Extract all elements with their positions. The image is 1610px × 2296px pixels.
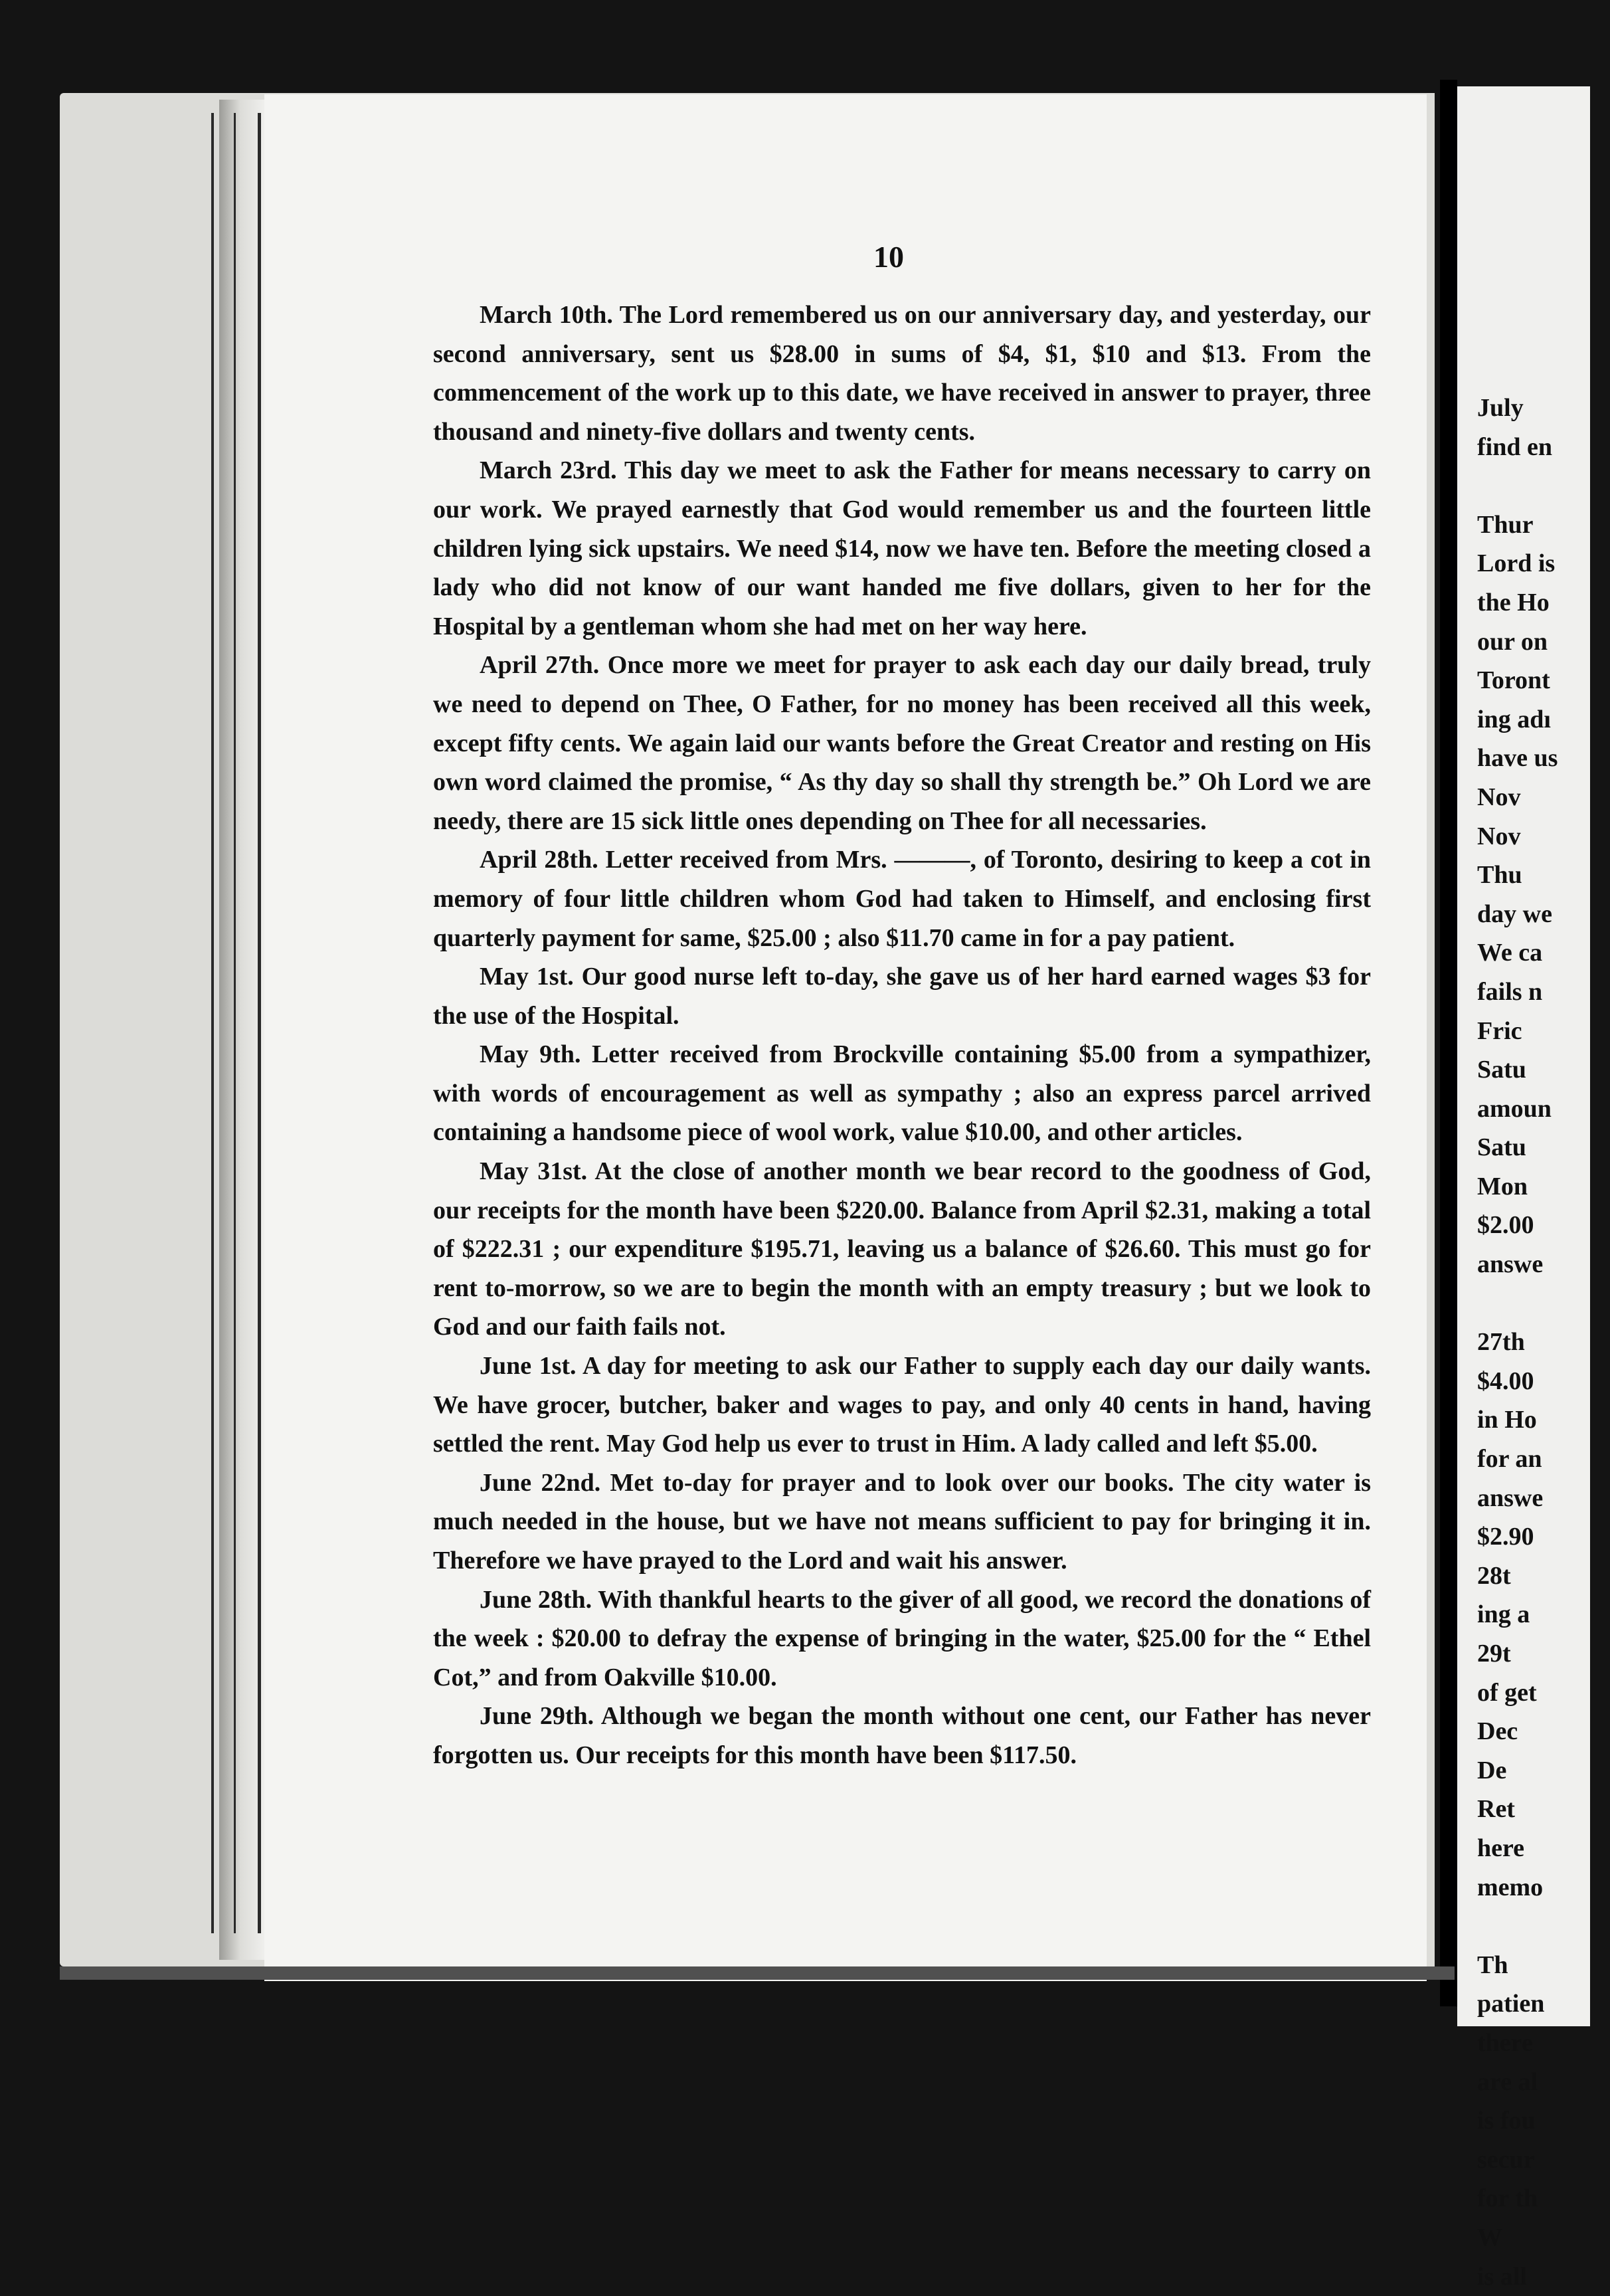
facing-page-line: of get bbox=[1477, 1674, 1610, 1713]
facing-page-line: ing adı bbox=[1477, 700, 1610, 739]
facing-page-line: ing a bbox=[1477, 1595, 1610, 1634]
entry-text: Letter received from Brockville containing $5.00 from a sympathizer, with words of encouragement as well as sympathy ; also an express parcel arrived containing a handsome piece of wool work, value $10.00, and other articles. bbox=[433, 1040, 1371, 1146]
page-number: 10 bbox=[873, 239, 904, 274]
gutter-line bbox=[211, 113, 214, 1933]
bottom-shadow bbox=[60, 1966, 1455, 1980]
entry-text: Our good nurse left to-day, she gave us of her hard earned wages $3 for the use of the Hospital. bbox=[433, 963, 1371, 1030]
entry-date: June 22nd. bbox=[480, 1469, 600, 1497]
facing-page-line: in Ho bbox=[1477, 1400, 1610, 1440]
facing-page-line: 27th bbox=[1477, 1323, 1610, 1362]
facing-page-line bbox=[1477, 1907, 1610, 1946]
book-spine-shadow bbox=[1440, 80, 1457, 2006]
facing-page-line: We ca bbox=[1477, 933, 1610, 973]
facing-page bbox=[1457, 86, 1590, 2026]
diary-entry bbox=[433, 840, 1371, 957]
facing-page-line: Fric bbox=[1477, 1012, 1610, 1051]
facing-page-line: day we bbox=[1477, 895, 1610, 934]
facing-page-line: memo bbox=[1477, 1868, 1610, 1907]
entry-date: March 10th. bbox=[480, 301, 613, 329]
facing-page-line: is fou bbox=[1477, 2101, 1610, 2141]
entry-text: Although we began the month without one cent, our Father has never forgotten us. Our receipts for this month have been $117.50. bbox=[433, 1702, 1371, 1769]
facing-page-line: Toront bbox=[1477, 661, 1610, 700]
facing-page-fragments bbox=[1477, 389, 1610, 2296]
facing-page-line: Th bbox=[1477, 1946, 1610, 1985]
diary-entry bbox=[433, 1464, 1371, 1580]
facing-page-line: our on bbox=[1477, 622, 1610, 662]
diary-entry bbox=[433, 1697, 1371, 1774]
facing-page-line: here bbox=[1477, 1829, 1610, 1868]
facing-page-line: fails n bbox=[1477, 973, 1610, 1012]
facing-page-line bbox=[1477, 466, 1610, 506]
diary-entry bbox=[433, 1035, 1371, 1152]
entry-date: May 1st. bbox=[480, 963, 574, 991]
facing-page-line: answe bbox=[1477, 1479, 1610, 1518]
facing-page-line: Ret bbox=[1477, 1790, 1610, 1829]
facing-page-line: Thu bbox=[1477, 856, 1610, 895]
facing-page-line: July bbox=[1477, 389, 1610, 428]
facing-page-line: 29t bbox=[1477, 1634, 1610, 1674]
entry-text: With thankful hearts to the giver of all good, we record the donations of the week : $20.00 to defray the expense of bringing in the water, $25.00 for the “ Ethel Cot,” and from Oakville $10.00. bbox=[433, 1586, 1371, 1691]
entry-date: May 9th. bbox=[480, 1040, 581, 1068]
diary-entry bbox=[433, 451, 1371, 646]
diary-entry bbox=[433, 1152, 1371, 1347]
diary-entry bbox=[433, 296, 1371, 451]
facing-page-line: De bbox=[1477, 1751, 1610, 1790]
entry-text: At the close of another month we bear record to the goodness of God, our receipts for the month have been $220.00. Balance from April $2.31, making a total of $222.31 ; our expenditure $195.71, leaving us a balance of $26.60. This must go for rent to-morrow, so we are to begin the month with an empty treasury ; but we look to God and our faith fails not. bbox=[433, 1157, 1371, 1341]
facing-page-line: Thur bbox=[1477, 506, 1610, 545]
gutter-line bbox=[258, 113, 261, 1933]
entry-date: March 23rd. bbox=[480, 456, 617, 484]
diary-entry bbox=[433, 957, 1371, 1035]
entry-text: Once more we meet for prayer to ask each day our daily bread, truly we need to depend on Thee, O Father, for no money has been received all this week, except fifty cents. We again laid our wants before the Great Creator and resting on His own word claimed the promise, “ As thy day so shall thy strength be.” Oh Lord we are needy, there are 15 sick little ones depending on Thee for all necessaries. bbox=[433, 651, 1371, 834]
facing-page-line: Dec bbox=[1477, 1712, 1610, 1751]
facing-page-line: for an bbox=[1477, 1440, 1610, 1479]
facing-page-line: W bbox=[1477, 2218, 1610, 2257]
entry-text: Met to-day for prayer and to look over our books. The city water is much needed in the house, but we have not means sufficient to pay for bringing it in. Therefore we have prayed to the Lord and wait his answer. bbox=[433, 1469, 1371, 1575]
facing-page-line: $4.00 bbox=[1477, 1362, 1610, 1401]
facing-page-line: $2.00 bbox=[1477, 1206, 1610, 1245]
facing-page-line: Nov bbox=[1477, 817, 1610, 856]
entry-date: June 1st. bbox=[480, 1352, 577, 1380]
facing-page-line: there bbox=[1477, 2024, 1610, 2063]
facing-page-line: Satu bbox=[1477, 1050, 1610, 1090]
facing-page-line: Lord is bbox=[1477, 544, 1610, 583]
facing-page-line: Mon bbox=[1477, 1167, 1610, 1206]
facing-page-line: secur bbox=[1477, 2141, 1610, 2180]
facing-page-line: 28t bbox=[1477, 1557, 1610, 1596]
diary-entry bbox=[433, 1347, 1371, 1464]
entry-text: This day we meet to ask the Father for means necessary to carry on our work. We prayed earnestly that God would remember us and the fourteen little children lying sick upstairs. We need $14, now we have ten. Before the meeting closed a lady who did not know of our want handed me five dollars, given to her for the Hospital by a gentleman whom she had met on her way here. bbox=[433, 456, 1371, 640]
facing-page-line: find en bbox=[1477, 428, 1610, 467]
entry-date: April 27th. bbox=[480, 651, 599, 679]
facing-page-line: Nov bbox=[1477, 778, 1610, 817]
facing-page-line bbox=[1477, 1284, 1610, 1323]
entry-text: The Lord remembered us on our anniversary day, and yesterday, our second anniversary, sent us $28.00 in sums of $4, $1, $10 and $13. From the commencement of the work up to this date, we have received in answer to prayer, three thousand and ninety-five dollars and twenty cents. bbox=[433, 301, 1371, 446]
facing-page-line: is all bbox=[1477, 2257, 1610, 2296]
entry-text: Letter received from Mrs. ———, of Toronto, desiring to keep a cot in memory of four little children whom God had taken to Himself, and enclosing first quarterly payment for same, $25.00 ; also $11.70 came in for a pay patient. bbox=[433, 846, 1371, 951]
facing-page-line: Satu bbox=[1477, 1128, 1610, 1167]
diary-entry bbox=[433, 1580, 1371, 1697]
facing-page-line: amoun bbox=[1477, 1090, 1610, 1129]
facing-page-line: $2.90 bbox=[1477, 1517, 1610, 1557]
facing-page-line: patien bbox=[1477, 1984, 1610, 2024]
diary-entry bbox=[433, 646, 1371, 840]
gutter-line bbox=[234, 113, 236, 1933]
facing-page-line: are al bbox=[1477, 2063, 1610, 2102]
entry-date: June 28th. bbox=[480, 1586, 592, 1614]
page-body-text bbox=[433, 296, 1371, 1775]
facing-page-line: have us bbox=[1477, 739, 1610, 778]
facing-page-line: answe bbox=[1477, 1245, 1610, 1284]
entry-date: April 28th. bbox=[480, 846, 598, 874]
facing-page-line: for th bbox=[1477, 2179, 1610, 2218]
entry-date: June 29th. bbox=[480, 1702, 594, 1730]
facing-page-line: the Ho bbox=[1477, 583, 1610, 622]
entry-date: May 31st. bbox=[480, 1157, 587, 1185]
entry-text: A day for meeting to ask our Father to supply each day our daily wants. We have grocer, butcher, baker and wages to pay, and only 40 cents in hand, having settled the rent. May God help us ever to trust in Him. A lady called and left $5.00. bbox=[433, 1352, 1371, 1458]
